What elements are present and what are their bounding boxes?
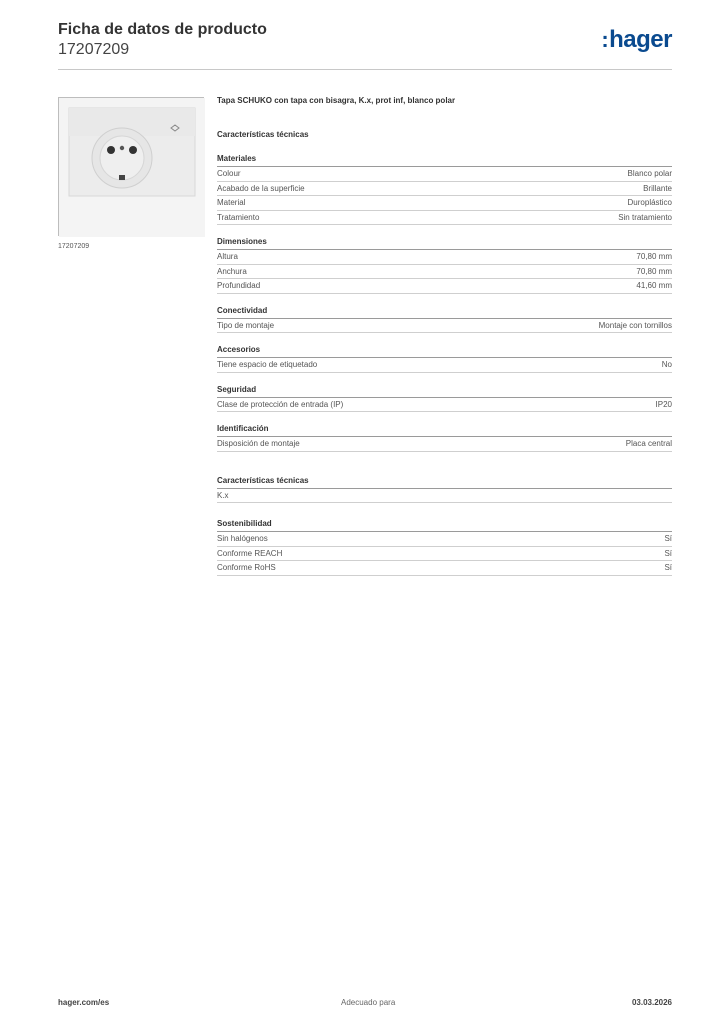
- spec-value: Sí: [664, 534, 672, 543]
- spec-row: [217, 489, 672, 504]
- group-seguridad: [217, 385, 672, 413]
- group-title: Conectividad: [217, 306, 672, 319]
- product-image: [58, 97, 204, 236]
- spec-key: Profundidad: [217, 281, 261, 290]
- spec-key: Conforme RoHS: [217, 563, 276, 572]
- hager-logo: [601, 26, 672, 54]
- product-number: 17207209: [58, 41, 130, 58]
- spec-row: [217, 265, 672, 280]
- group-title: Seguridad: [217, 385, 672, 398]
- group-sostenibilidad: [217, 519, 672, 576]
- spec-value: Blanco polar: [627, 169, 672, 178]
- group-identificacion: [217, 424, 672, 452]
- spec-row: [217, 167, 672, 182]
- spec-row: [217, 398, 672, 413]
- group-technical-2: [217, 476, 672, 504]
- spec-value: Duroplástico: [627, 198, 672, 207]
- spec-key: Tiene espacio de etiquetado: [217, 360, 318, 369]
- spec-row: [217, 358, 672, 373]
- spec-value: 41,60 mm: [636, 281, 672, 290]
- footer-date: 03.03.2026: [631, 998, 672, 1007]
- spec-key: Tipo de montaje: [217, 320, 275, 330]
- spec-value: Sí: [664, 563, 672, 572]
- spec-key: Conforme REACH: [217, 548, 283, 558]
- spec-row: [217, 182, 672, 197]
- product-description: Tapa SCHUKO con tapa con bisagra, K.x, prot inf, blanco polar: [217, 96, 456, 105]
- logo-text: hager: [609, 26, 672, 53]
- image-caption: 17207209: [58, 243, 90, 250]
- group-dimensiones: [217, 237, 672, 294]
- spec-value: Placa central: [625, 439, 672, 448]
- spec-value: 70,80 mm: [636, 266, 672, 276]
- spec-row: [217, 319, 672, 334]
- spec-row: [217, 437, 672, 452]
- spec-key: K.x: [217, 490, 229, 500]
- spec-key: Altura: [217, 252, 238, 261]
- spec-value: Montaje con tornillos: [598, 320, 672, 330]
- group-title: Sostenibilidad: [217, 519, 672, 532]
- spec-key: Colour: [217, 169, 241, 178]
- spec-value: IP20: [655, 399, 672, 409]
- spec-key: Acabado de la superficie: [217, 183, 305, 193]
- spec-key: Clase de protección de entrada (IP): [217, 399, 344, 409]
- spec-row: [217, 211, 672, 226]
- group-title: Materiales: [217, 154, 672, 167]
- spec-value: Brillante: [643, 183, 672, 193]
- spec-value: 70,80 mm: [636, 252, 672, 261]
- page-header: [58, 20, 672, 70]
- spec-row: [217, 196, 672, 211]
- group-title: Accesorios: [217, 345, 672, 358]
- spec-row: [217, 532, 672, 547]
- socket-image: [59, 98, 205, 237]
- group-title: Características técnicas: [217, 476, 672, 489]
- page-title: Ficha de datos de producto: [58, 21, 267, 38]
- spec-key: Tratamiento: [217, 212, 260, 222]
- logo-mark-icon: :: [601, 27, 609, 52]
- group-accesorios: [217, 345, 672, 373]
- spec-content: [217, 96, 672, 576]
- spec-row: [217, 547, 672, 562]
- spec-key: Material: [217, 198, 246, 207]
- spec-key: Sin halógenos: [217, 534, 268, 543]
- spec-row: [217, 250, 672, 265]
- spec-value: No: [661, 360, 672, 369]
- spec-key: Anchura: [217, 266, 247, 276]
- group-materiales: [217, 154, 672, 225]
- group-title: Identificación: [217, 424, 672, 437]
- spec-value: Sí: [664, 548, 672, 558]
- spec-value: Sin tratamiento: [618, 212, 672, 222]
- footer-center-text: Adecuado para: [341, 998, 396, 1007]
- group-title: Dimensiones: [217, 237, 672, 250]
- footer-website-link[interactable]: hager.com/es: [58, 998, 110, 1007]
- spec-key: Disposición de montaje: [217, 439, 300, 448]
- group-conectividad: [217, 306, 672, 334]
- section-title-technical: Características técnicas: [217, 130, 309, 139]
- spec-row: [217, 561, 672, 576]
- spec-row: [217, 279, 672, 294]
